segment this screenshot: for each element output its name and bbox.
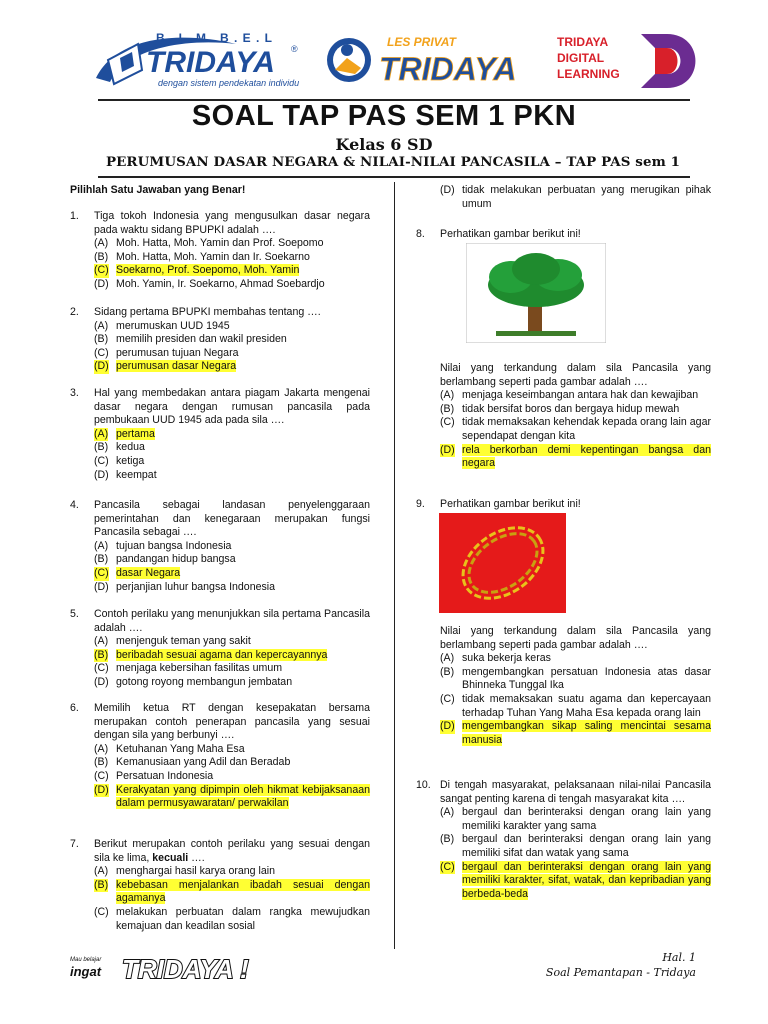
question-text: Tiga tokoh Indonesia yang mengusulkan dasar negara pada waktu sidang BPUPKI adalah …. (94, 210, 370, 236)
option-b: (B) Kemanusiaan yang Adil dan Beradab (94, 756, 291, 769)
svg-text:Mau belajar: Mau belajar (70, 957, 102, 963)
option-c-answer: (C) dasar Negara (94, 566, 181, 579)
option-c-answer: (C) Soekarno, Prof. Soepomo, Moh. Yamin (94, 264, 300, 277)
page-number: Hal. 1 (662, 951, 696, 964)
option-a: (A) suka bekerja keras (440, 652, 551, 665)
bimbel-tridaya-logo (86, 26, 316, 94)
instruction: Pilihlah Satu Jawaban yang Benar! (70, 184, 246, 196)
option-d-answer: (D) mengembangkan sikap saling mencintai sesama manusia (440, 720, 711, 746)
question-text: Nilai yang terkandung dalam sila Pancasila yang berlambang seperti pada gambar adalah …. (440, 362, 711, 388)
question-8: 8. Perhatikan gambar berikut ini! (416, 228, 711, 242)
question-text: Perhatikan gambar berikut ini! (440, 228, 581, 240)
option-b: (B) bergaul dan berinteraksi dengan orang lain yang memiliki sifat dan watak yang sama (440, 833, 711, 859)
option-b: (B) kedua (94, 441, 145, 454)
question-text: Contoh perilaku yang menunjukkan sila pertama Pancasila adalah …. (94, 608, 370, 634)
page-title: SOAL TAP PAS SEM 1 PKN (191, 100, 577, 132)
svg-text:TRIDAYA !: TRIDAYA ! (122, 954, 249, 982)
option-b-answer: (B) beribadah sesuai agama dan kepercayannya (94, 648, 328, 661)
option-c: (C) tidak memaksakan suatu agama dan kepercayaan terhadap Tuhan Yang Maha Esa kepada orang lain (440, 692, 711, 719)
question-7: 7. Berikut merupakan contoh perilaku yang sesuai dengan sila ke lima, kecuali …. (A) menghargai hasil karya orang lain (B) kebebasan menjalankan ibadah sesuai dengan agamanya (C) melakukan perbuatan dalam rangka mewujudkan kemajuan dan keadilan sosial (70, 838, 370, 932)
question-9: 9. Perhatikan gambar berikut ini! (416, 498, 711, 512)
ingat-tridaya-brand (70, 952, 260, 982)
question-text: Perhatikan gambar berikut ini! (440, 498, 581, 510)
question-text: Berikut merupakan contoh perilaku yang sesuai dengan sila ke lima, kecuali …. (94, 838, 370, 864)
svg-text:DIGITAL: DIGITAL (557, 51, 605, 65)
column-divider (394, 182, 395, 949)
option-b: (B) Moh. Hatta, Moh. Yamin dan Ir. Soekarno (94, 250, 310, 263)
option-a: (A) bergaul dan berinteraksi dengan orang lain yang memiliki karakter yang sama (440, 806, 711, 832)
question-text: Pancasila sebagai landasan penyelenggaraan pemerintahan dan kenegaraan merupakan fungsi Pancasila sebagai …. (94, 499, 370, 539)
option-d: (D) keempat (94, 468, 157, 481)
question-text: Di tengah masyarakat, pelaksanaan nilai-nilai Pancasila sangat penting karena di tengah masyarakat kita …. (440, 779, 711, 805)
option-c: (C) melakukan perbuatan dalam rangka mewujudkan kemajuan dan keadilan sosial (94, 905, 370, 932)
option-d-answer: (D) perumusan dasar Negara (94, 360, 237, 373)
question-4: 4. Pancasila sebagai landasan penyelenggaraan pemerintahan dan kenegaraan merupakan fungsi Pancasila sebagai …. (A) tujuan bangsa Indonesia (B) pandangan hidup bangsa (C) dasar Negara (D) perjanjian luhur bangsa Indonesia (70, 499, 370, 593)
option-a: (A) Moh. Hatta, Moh. Yamin dan Prof. Soepomo (94, 237, 324, 250)
option-b: (B) memilih presiden dan wakil presiden (94, 333, 287, 346)
option-c: (C) tidak memaksakan kehendak kepada orang lain agar sependapat dengan kita (440, 416, 711, 442)
option-d-answer: (D) rela berkorban demi kepentingan bangsa dan negara (440, 443, 711, 470)
option-c-answer: (C) bergaul dan berinteraksi dengan orang lain yang memiliki karakter, sifat, watak, dan kepribadian yang berbeda-beda (440, 860, 711, 900)
svg-text:ingat: ingat (70, 964, 102, 979)
question-7-continued (416, 184, 711, 211)
option-a: (A) menjaga keseimbangan antara hak dan kewajiban (440, 389, 699, 402)
option-a: (A) menghargai hasil karya orang lain (94, 865, 275, 878)
question-1: 1. Tiga tokoh Indonesia yang mengusulkan dasar negara pada waktu sidang BPUPKI adalah …. (A) Moh. Hatta, Moh. Yamin dan Prof. Soepomo (B) Moh. Hatta, Moh. Yamin dan Ir. Soekarno (C) Soekarno, Prof. Soepomo, Moh. Yamin (D) Moh. Yamin, Ir. Soekarno, Ahmad Soebardjo (70, 210, 370, 290)
option-a: (A) Ketuhanan Yang Maha Esa (94, 742, 245, 755)
option-b: (B) mengembangkan persatuan Indonesia atas dasar Bhinneka Tunggal Ika (440, 665, 711, 692)
option-d: (D) tidak melakukan perbuatan yang merugikan pihak umum (440, 184, 711, 210)
logo2-top-text: LES PRIVAT (387, 35, 456, 49)
option-a: (A) tujuan bangsa Indonesia (94, 539, 232, 552)
question-9-body (416, 625, 711, 747)
question-text: Nilai yang terkandung dalam sila Pancasila yang berlambang seperti pada gambar adalah …. (440, 625, 711, 651)
question-6: 6. Memilih ketua RT dengan kesepakatan bersama merupakan contoh penerapan pancasila yang sesuai dengan sila yang berbunyi …. (A) Ketuhanan Yang Maha Esa (B) Kemanusiaan yang Adil dan Beradab (C) Persatuan Indonesia (D) Kerakyatan yang dipimpin oleh hikmat kebijaksanaan dalam permusyawaratan/ perwakilan (70, 702, 370, 810)
option-d: (D) Moh. Yamin, Ir. Soekarno, Ahmad Soebardjo (94, 277, 325, 290)
page-subtitle: Kelas 6 SD (335, 135, 433, 154)
topic-rule (98, 176, 690, 178)
question-8-body (416, 362, 711, 471)
logo1-top-text: B . I . M . B . E . L (156, 31, 274, 45)
option-d: (D) perjanjian luhur bangsa Indonesia (94, 580, 276, 593)
logo2-name: TRIDAYA (379, 51, 517, 87)
question-2: 2. Sidang pertama BPUPKI membahas tentang …. (A) merumuskan UUD 1945 (B) memilih presiden dan wakil presiden (C) perumusan tujuan Negara (D) perumusan dasar Negara (70, 306, 370, 374)
option-c: (C) menjaga kebersihan fasilitas umum (94, 662, 283, 675)
option-b: (B) pandangan hidup bangsa (94, 553, 236, 566)
option-c: (C) Persatuan Indonesia (94, 769, 214, 782)
question-10: 10. Di tengah masyarakat, pelaksanaan nilai-nilai Pancasila sangat penting karena di tengah masyarakat kita …. (A) bergaul dan berinteraksi dengan orang lain yang memiliki karakter yang sama (B) bergaul dan berinteraksi dengan orang lain yang memiliki sifat dan watak yang sama (C) bergaul dan berinteraksi dengan orang lain yang memiliki karakter, sifat, watak, dan kepribadian yang berbeda-beda (416, 779, 711, 900)
chain-icon (439, 513, 566, 613)
option-b: (B) tidak bersifat boros dan bergaya hidup mewah (440, 402, 680, 415)
option-b-answer: (B) kebebasan menjalankan ibadah sesuai dengan agamanya (94, 878, 370, 905)
option-a-answer: (A) pertama (94, 427, 155, 440)
option-c: (C) perumusan tujuan Negara (94, 346, 239, 359)
tridaya-digital-learning-logo (555, 30, 705, 92)
option-c: (C) ketiga (94, 454, 145, 467)
option-d-answer: (D) Kerakyatan yang dipimpin oleh hikmat kebijaksanaan dalam permusyawaratan/ perwakilan (94, 783, 370, 810)
question-5: 5. Contoh perilaku yang menunjukkan sila pertama Pancasila adalah …. (A) menjenguk teman yang sakit (B) beribadah sesuai agama dan kepercayannya (C) menjaga kebersihan fasilitas umum (D) gotong royong membangun jembatan (70, 608, 370, 688)
question-text: Sidang pertama BPUPKI membahas tentang …. (94, 306, 321, 318)
logo1-name: TRIDAYA (146, 46, 275, 79)
svg-text:LEARNING: LEARNING (557, 67, 620, 81)
question-3: 3. Hal yang membedakan antara piagam Jakarta mengenai dasar negara dengan rumusan pancasila pada pembukaan UUD 1945 ada pada sila …. (A) pertama (B) kedua (C) ketiga (D) keempat (70, 387, 370, 481)
footer-source: Soal Pemantapan - Tridaya (545, 966, 696, 979)
option-a: (A) menjenguk teman yang sakit (94, 635, 251, 648)
logo1-tagline: dengan sistem pendekatan individu (158, 78, 300, 88)
banyan-tree-icon (466, 243, 606, 343)
les-privat-tridaya-logo (325, 30, 535, 90)
svg-text:TRIDAYA: TRIDAYA (557, 35, 609, 49)
page-topic: PERUMUSAN DASAR NEGARA & NILAI-NILAI PANCASILA – TAP PAS sem 1 (105, 154, 681, 170)
option-a: (A) merumuskan UUD 1945 (94, 319, 230, 332)
svg-text:®: ® (291, 44, 298, 54)
question-text: Memilih ketua RT dengan kesepakatan bersama merupakan contoh penerapan pancasila yang sesuai dengan sila yang berbunyi …. (94, 702, 370, 742)
question-text: Hal yang membedakan antara piagam Jakarta mengenai dasar negara dengan rumusan pancasila pada pembukaan UUD 1945 ada pada sila …. (94, 387, 370, 427)
option-d: (D) gotong royong membangun jembatan (94, 675, 293, 688)
